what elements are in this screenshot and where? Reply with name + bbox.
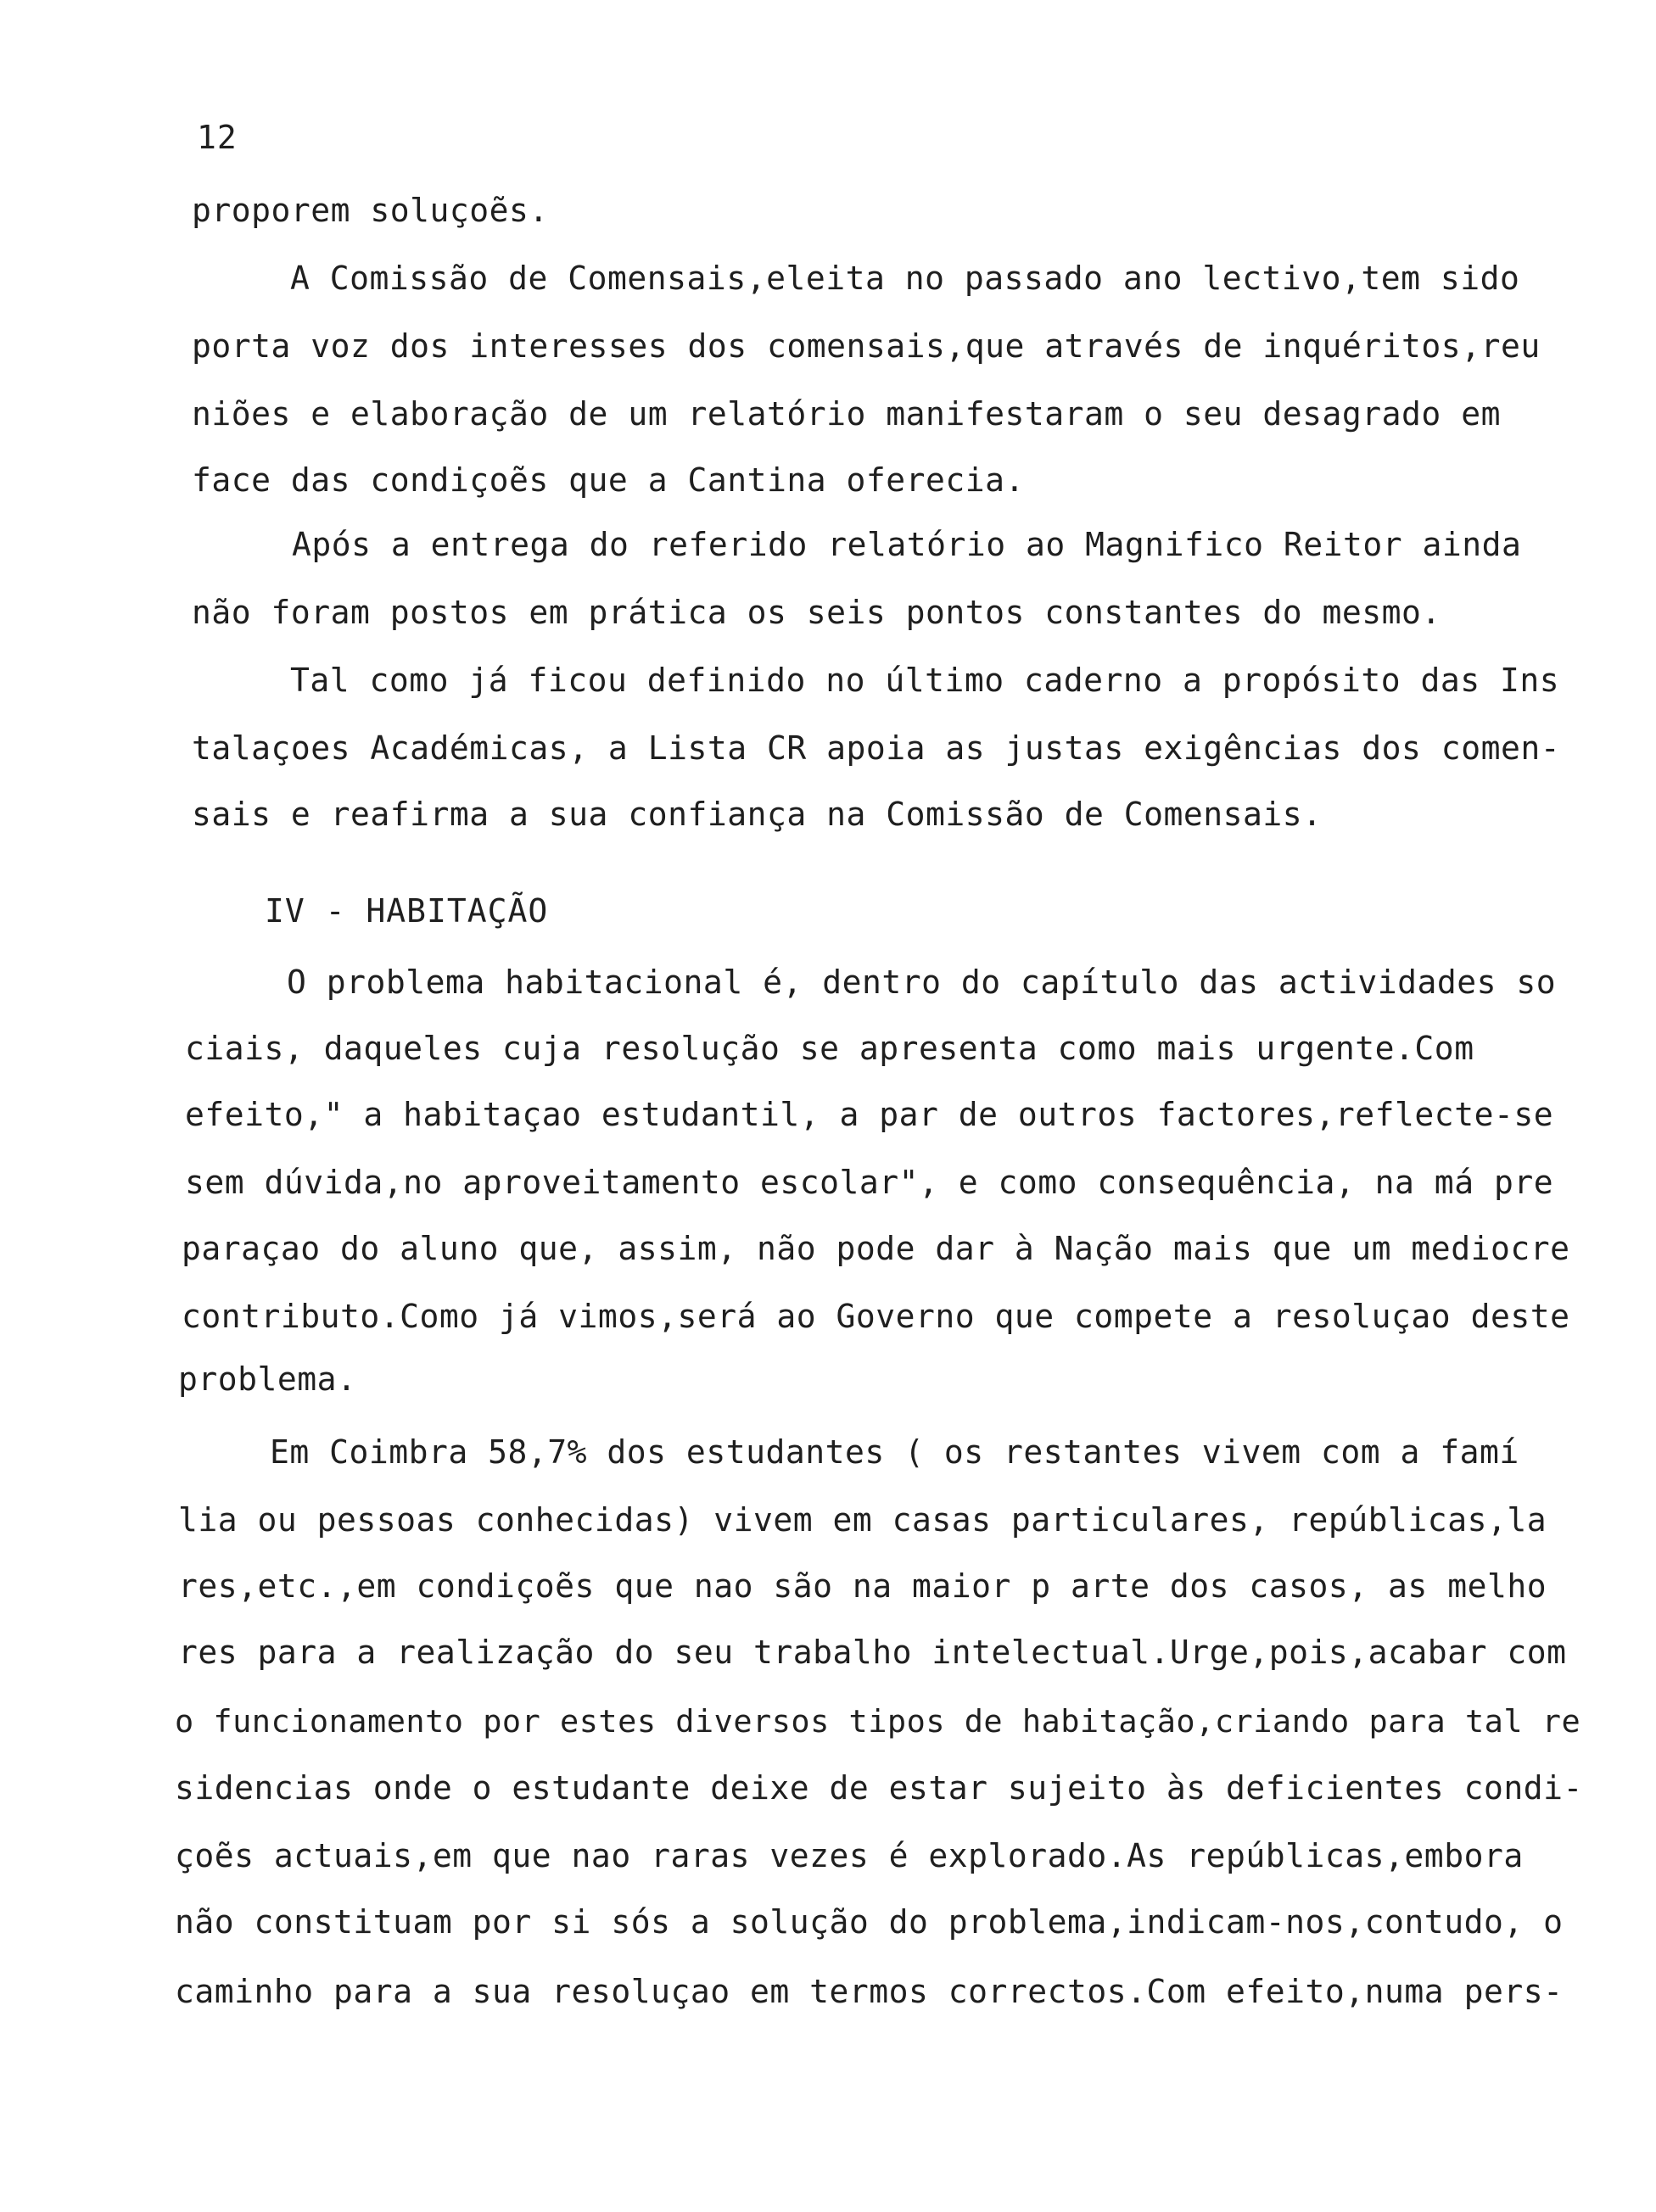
text-line: porta voz dos interesses dos comensais,que através de inquéritos,reu [192,327,1541,365]
text-line: face das condiçoẽs que a Cantina oferecia. [192,461,1025,499]
text-line: lia ou pessoas conhecidas) vivem em casas particulares, repúblicas,la [178,1501,1547,1539]
section-heading: IV - HABITAÇÃO [265,892,549,930]
text-line: Tal como já ficou definido no último caderno a propósito das Ins [290,662,1560,699]
text-line: Em Coimbra 58,7% dos estudantes ( os restantes vivem com a famí [270,1433,1519,1471]
text-line: res,etc.,em condiçoẽs que nao são na maior p arte dos casos, as melho [178,1567,1547,1605]
text-line: sem dúvida,no aproveitamento escolar", e como consequência, na má pre [185,1164,1554,1201]
text-line: A Comissão de Comensais,eleita no passado ano lectivo,tem sido [290,260,1520,297]
text-line: o funcionamento por estes diversos tipos de habitação,criando para tal re [175,1703,1581,1740]
text-line: sais e reafirma a sua confiança na Comissão de Comensais. [192,796,1323,833]
text-line: paraçao do aluno que, assim, não pode dar à Nação mais que um mediocre [182,1230,1570,1267]
text-line: çoẽs actuais,em que nao raras vezes é explorado.As repúblicas,embora [175,1837,1524,1874]
page-number: 12 [197,119,238,156]
text-line: efeito," a habitaçao estudantil, a par de outros factores,reflecte-se [185,1096,1554,1133]
text-line: res para a realização do seu trabalho intelectual.Urge,pois,acabar com [178,1634,1567,1671]
text-line: ciais, daqueles cuja resolução se apresenta como mais urgente.Com [185,1030,1474,1067]
text-line: Após a entrega do referido relatório ao Magnifico Reitor ainda [292,526,1522,563]
text-line: não constituam por si sós a solução do problema,indicam-nos,contudo, o [175,1903,1564,1941]
text-line: niões e elaboração de um relatório manifestaram o seu desagrado em [192,395,1501,433]
text-line: problema. [178,1360,357,1398]
text-line: não foram postos em prática os seis pontos constantes do mesmo. [192,594,1441,631]
text-line: contributo.Como já vimos,será ao Governo que compete a resoluçao deste [182,1298,1570,1335]
text-line: talaçoes Académicas, a Lista CR apoia as justas exigências dos comen- [192,729,1561,767]
text-line: caminho para a sua resoluçao em termos correctos.Com efeito,numa pers- [175,1973,1564,2010]
text-line: proporem soluçoẽs. [192,192,549,229]
text-line: O problema habitacional é, dentro do capítulo das actividades so [287,964,1557,1001]
text-line: sidencias onde o estudante deixe de estar sujeito às deficientes condi- [175,1769,1583,1807]
